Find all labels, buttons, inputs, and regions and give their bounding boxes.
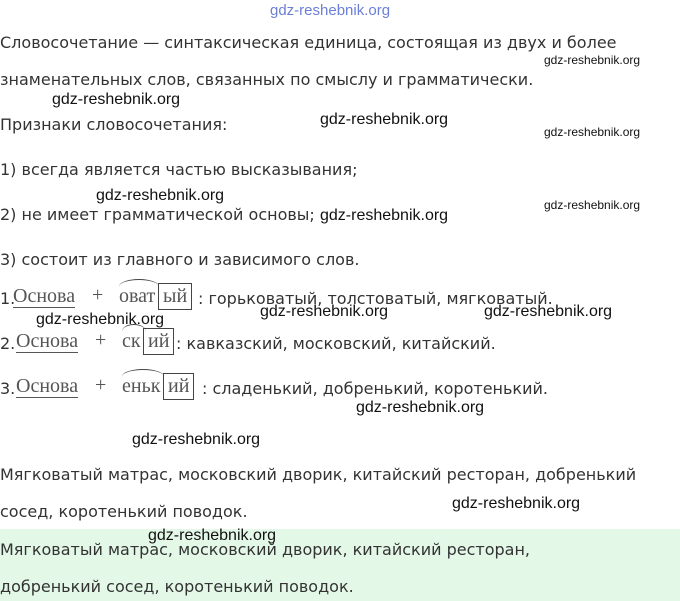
watermark: gdz-reshebnik.org: [260, 303, 389, 320]
watermark: gdz-reshebnik.org: [96, 187, 225, 204]
model-examples: : горьковатый, толстоватый, мягковатый.: [198, 289, 553, 308]
model-suffix: [122, 375, 160, 397]
suffix-arc: [122, 369, 164, 384]
model-number: 1.: [0, 289, 16, 308]
definition-line-2: знаменательных слов, связанных по смыслу и грамматически.: [0, 70, 534, 89]
sign-item-1: 1) всегда является частью высказывания;: [0, 160, 358, 179]
watermark: gdz-reshebnik.org: [452, 495, 581, 512]
sign-item-2: 2) не имеет грамматической основы;: [0, 205, 315, 224]
watermark: gdz-reshebnik.org: [320, 207, 449, 224]
signs-title: Признаки словосочетания:: [0, 115, 228, 134]
phrases-line-2: сосед, коротенький поводок.: [0, 502, 248, 521]
model-suffix: [119, 285, 155, 307]
model-plus: +: [92, 284, 104, 306]
phrases-line-1: Мягковатый матрас, московский дворик, китайский ресторан, добренький: [0, 465, 637, 484]
model-ending: ий: [163, 373, 194, 400]
watermark: gdz-reshebnik.org: [484, 303, 613, 320]
watermark: gdz-reshebnik.org: [544, 125, 641, 139]
suffix-text: оват: [119, 285, 156, 307]
answer-line-1: Мягковатый матрас, московский дворик, китайский ресторан,: [0, 540, 530, 559]
model-examples: : сладенький, добренький, коротенький.: [202, 379, 548, 398]
model-number: 2.: [0, 334, 16, 353]
watermark: gdz-reshebnik.org: [52, 91, 181, 108]
model-suffix: [122, 330, 141, 352]
model-ending: ий: [143, 328, 174, 355]
watermark: gdz-reshebnik.org: [544, 53, 641, 67]
watermark: gdz-reshebnik.org: [36, 311, 165, 328]
model-base: Основа: [16, 375, 79, 397]
watermark: gdz-reshebnik.org: [544, 198, 641, 212]
definition-line-1: Словосочетание — синтаксическая единица, состоящая из двух и более: [0, 33, 617, 52]
sign-item-3: 3) состоит из главного и зависимого слов.: [0, 250, 360, 269]
model-row: [0, 328, 680, 358]
model-plus: +: [95, 329, 107, 351]
suffix-arc: [119, 279, 159, 294]
watermark: gdz-reshebnik.org: [148, 527, 277, 544]
model-base: Основа: [13, 285, 76, 307]
model-row: [0, 373, 680, 403]
suffix-text: ск: [122, 330, 141, 352]
model-number: 3.: [0, 379, 16, 398]
answer-line-2: добренький сосед, коротенький поводок.: [0, 577, 354, 596]
model-ending: ый: [158, 283, 192, 310]
model-plus: +: [95, 374, 107, 396]
model-base: Основа: [16, 330, 79, 352]
watermark: gdz-reshebnik.org: [356, 399, 485, 416]
watermark: gdz-reshebnik.org: [270, 2, 391, 19]
watermark: gdz-reshebnik.org: [320, 111, 449, 128]
model-examples: : кавказский, московский, китайский.: [176, 334, 496, 353]
watermark: gdz-reshebnik.org: [132, 431, 261, 448]
suffix-text: еньк: [122, 375, 161, 397]
